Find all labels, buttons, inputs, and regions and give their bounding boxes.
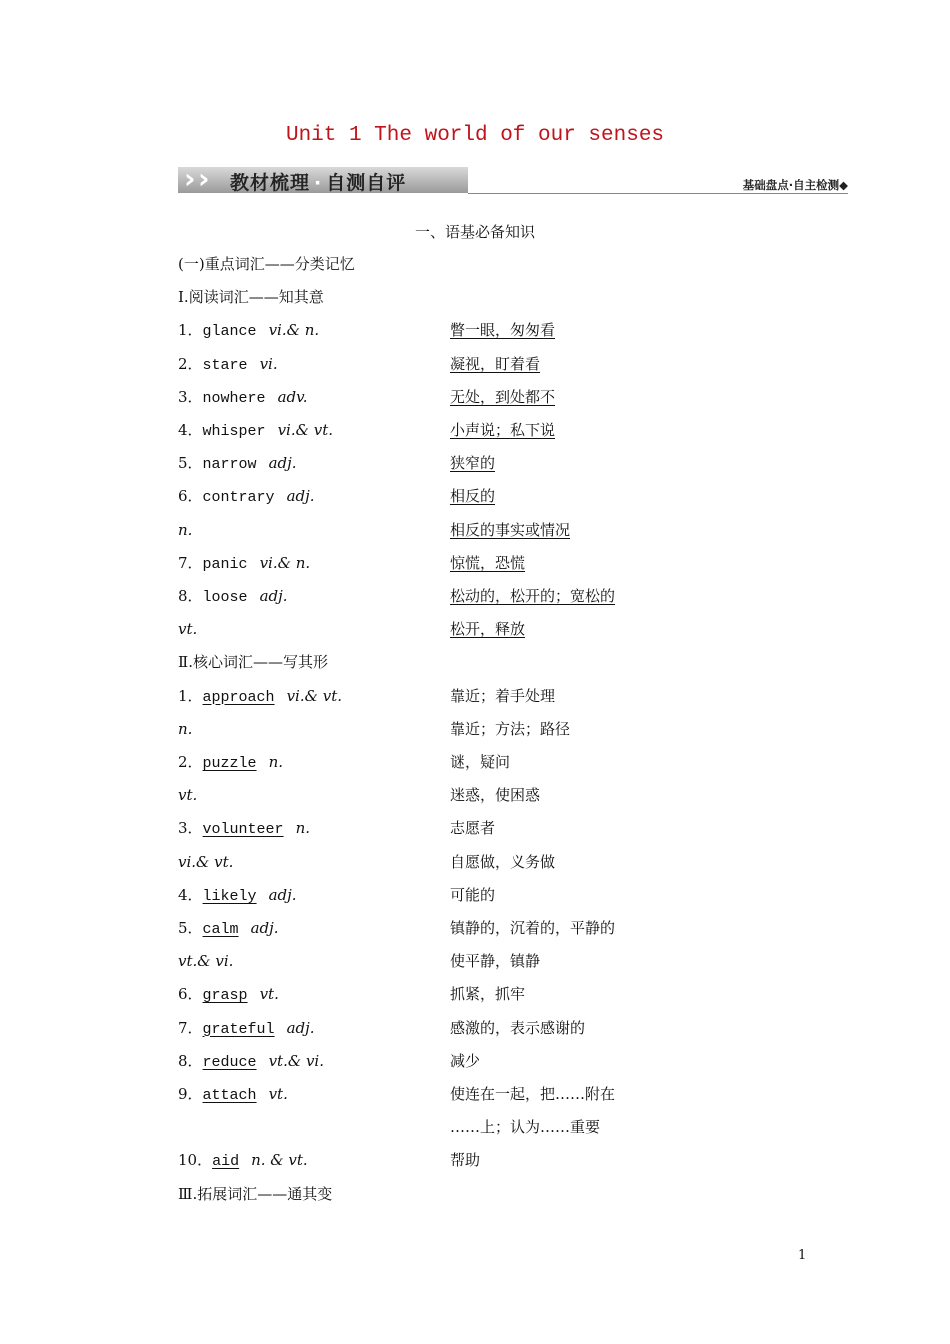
part-of-speech: n. [295, 819, 310, 838]
item-number: 2． [178, 753, 203, 771]
part-of-speech: n. [178, 520, 193, 539]
vocab-meaning: 谜，疑问 [450, 753, 511, 771]
part-heading: Ⅲ.拓展词汇——通其变 [178, 1184, 333, 1203]
subsection-heading: (一)重点词汇——分类记忆 [178, 255, 355, 273]
item-number: 6． [178, 487, 203, 506]
banner-label-part2: 自测自评 [326, 172, 407, 194]
banner-label [230, 168, 406, 195]
vocab-word: grateful [202, 1020, 275, 1038]
part-of-speech: vt. [178, 620, 198, 639]
vocab-meaning: 镇静的，沉着的，平静的 [450, 919, 616, 937]
part-of-speech: adj. [286, 487, 315, 506]
section-heading: 一、语基必备知识 [414, 223, 535, 241]
item-number: 1． [178, 686, 203, 705]
vocab-term [178, 917, 279, 941]
part-heading: Ⅱ.核心词汇——写其形 [178, 653, 328, 672]
vocab-meaning: 感激的，表示感谢的 [450, 1018, 586, 1037]
part-of-speech: adv. [277, 387, 308, 406]
item-number: 3． [178, 387, 203, 406]
banner-divider [468, 193, 848, 194]
vocab-term [178, 353, 278, 377]
part-of-speech: vt. [268, 1085, 288, 1103]
vocab-meaning: 相反的 [450, 487, 496, 506]
part-of-speech: vt. [178, 786, 198, 805]
vocab-word: attach [202, 1087, 257, 1104]
vocab-word: loose [202, 589, 248, 606]
chevron-right-icon: › [184, 162, 196, 195]
part-of-speech: vi. [259, 354, 278, 373]
item-number: 3． [178, 819, 203, 838]
part-of-speech: n. [178, 719, 193, 738]
vocab-meaning: 小声说；私下说 [450, 421, 556, 439]
banner-right-label: 基础盘点·自主检测◆ [742, 178, 848, 192]
part-heading: Ⅰ.阅读词汇——知其意 [178, 288, 324, 307]
item-number: 5． [178, 454, 203, 473]
vocab-meaning: 可能的 [450, 885, 496, 904]
vocab-meaning: 瞥一眼，匆匆看 [450, 321, 556, 340]
vocab-word: nowhere [202, 389, 266, 407]
vocab-word: stare [202, 356, 248, 374]
part-of-speech: vi.& vt. [286, 686, 342, 705]
vocab-term [178, 552, 310, 576]
vocab-term [178, 884, 297, 908]
vocab-meaning: 靠近；着手处理 [450, 686, 556, 705]
vocab-term [178, 386, 308, 410]
vocab-word: grasp [202, 987, 248, 1005]
vocab-word: reduce [202, 1053, 257, 1071]
banner-label-part1: 教材梳理 [230, 172, 311, 194]
part-of-speech: vi.& vt. [277, 421, 333, 439]
item-number: 8． [178, 1051, 203, 1070]
chevron-right-icon: › [198, 162, 210, 195]
item-number: 7． [178, 1018, 203, 1037]
item-number: 4． [178, 885, 203, 904]
vocab-term [178, 685, 342, 709]
part-of-speech: vt. [259, 985, 279, 1004]
item-number: 5． [178, 919, 203, 937]
vocab-meaning: 狭窄的 [450, 454, 496, 473]
vocab-term [178, 419, 333, 443]
item-number: 9． [178, 1085, 203, 1103]
vocab-term [178, 784, 197, 808]
vocab-meaning: 惊慌，恐慌 [450, 553, 526, 572]
vocab-meaning: 靠近；方法；路径 [450, 719, 571, 738]
item-number: 1． [178, 321, 203, 340]
vocab-term [178, 851, 233, 875]
vocab-meaning: 松开，释放 [450, 620, 526, 639]
vocab-meaning: 自愿做，义务做 [450, 852, 556, 871]
part-of-speech: adj. [250, 919, 279, 937]
part-of-speech: vt.& vi. [268, 1051, 324, 1070]
item-number: 10． [178, 1151, 213, 1170]
vocab-word: panic [202, 555, 248, 573]
vocab-meaning: 使平静，镇静 [450, 952, 541, 971]
section-banner [178, 162, 848, 197]
part-of-speech: vi.& vt. [178, 852, 234, 871]
page-number: 1 [798, 1248, 807, 1263]
vocab-term [178, 519, 192, 543]
vocab-meaning: 无处，到处都不 [450, 387, 556, 406]
part-of-speech: adj. [259, 587, 288, 605]
vocab-meaning: 使连在一起，把……附在 [450, 1085, 616, 1103]
vocab-word: glance [202, 323, 257, 341]
vocab-word: aid [212, 1153, 240, 1171]
vocab-word: puzzle [202, 755, 257, 772]
vocab-meaning: 迷惑，使困惑 [450, 786, 541, 805]
vocab-meaning: 相反的事实或情况 [450, 520, 571, 539]
part-of-speech: vi.& n. [268, 321, 320, 340]
part-of-speech: adj. [268, 454, 297, 473]
part-of-speech: vt.& vi. [178, 952, 234, 971]
vocab-word: approach [202, 688, 275, 706]
vocab-term [178, 585, 288, 609]
vocab-word: volunteer [202, 821, 284, 839]
part-of-speech: n. & vt. [251, 1151, 308, 1170]
item-number: 2． [178, 354, 203, 373]
page-title: Unit 1 The world of our senses [285, 124, 665, 147]
vocab-meaning: 帮助 [450, 1151, 481, 1170]
vocab-term [178, 983, 279, 1007]
vocab-word: narrow [202, 456, 257, 474]
vocab-term [178, 1017, 315, 1041]
vocab-term [178, 1083, 288, 1107]
vocab-term [178, 618, 197, 642]
vocab-term [178, 452, 297, 476]
part-of-speech: adj. [286, 1018, 315, 1037]
vocab-word: whisper [202, 423, 266, 440]
vocab-word: calm [202, 921, 239, 938]
vocab-term [178, 485, 315, 509]
item-number: 4． [178, 421, 203, 439]
item-number: 6． [178, 985, 203, 1004]
vocab-meaning: 减少 [450, 1051, 481, 1070]
vocab-meaning: 抓紧，抓牢 [450, 985, 526, 1004]
part-of-speech: vi.& n. [259, 553, 311, 572]
part-of-speech: n. [268, 753, 283, 771]
vocab-term [178, 718, 192, 742]
vocab-meaning: 凝视，盯着看 [450, 354, 541, 373]
vocab-word: contrary [202, 489, 275, 507]
vocab-term [178, 950, 233, 974]
part-of-speech: adj. [268, 885, 297, 904]
vocab-term [178, 817, 310, 841]
vocab-term [178, 1149, 308, 1173]
vocab-meaning: ……上；认为……重要 [450, 1118, 601, 1137]
vocab-meaning: 志愿者 [450, 819, 496, 838]
vocab-word: likely [202, 887, 257, 905]
item-number: 8． [178, 587, 203, 605]
vocab-meaning: 松动的，松开的；宽松的 [450, 587, 616, 605]
item-number: 7． [178, 553, 203, 572]
vocab-term [178, 1050, 324, 1074]
vocab-term [178, 751, 283, 775]
vocab-term [178, 319, 319, 343]
banner-separator: · [314, 172, 323, 194]
